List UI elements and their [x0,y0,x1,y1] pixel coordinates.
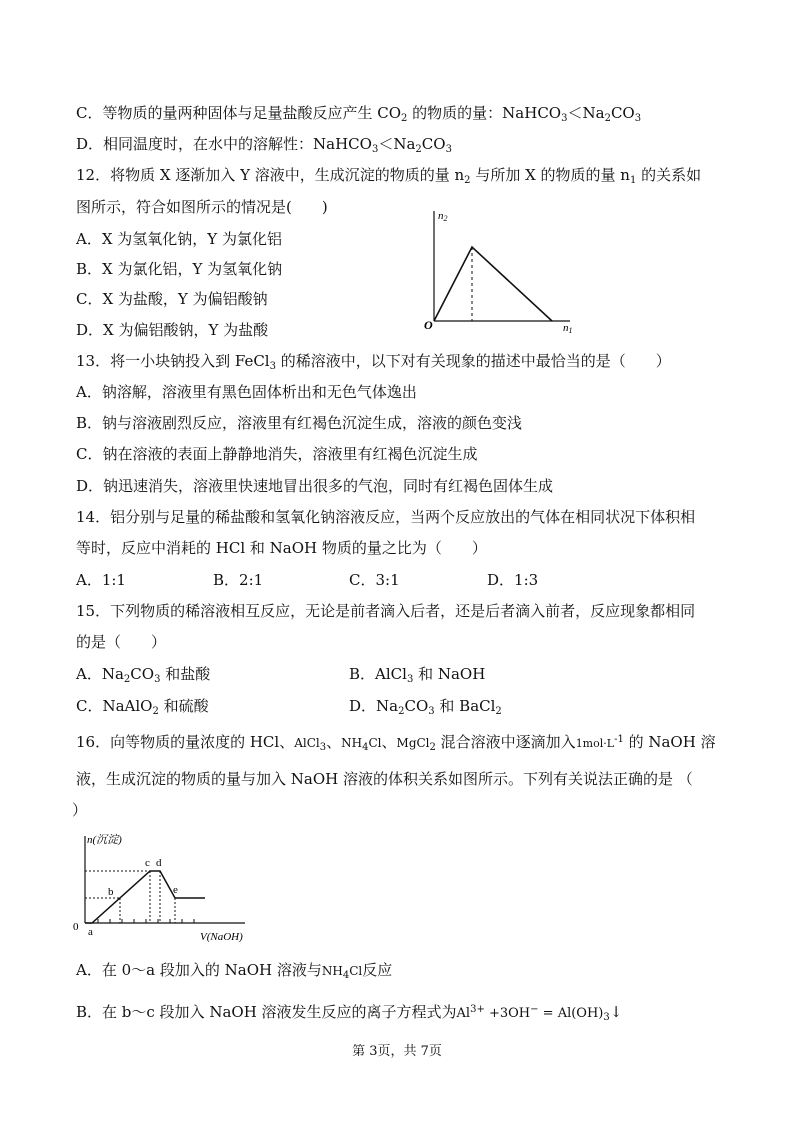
q13-option-b: B．钠与溶液剧烈反应，溶液里有红褐色沉淀生成，溶液的颜色变浅 [76,414,523,432]
q11-option-c: C．等物质的量两种固体与足量盐酸反应产生 $CO_2$ 的物质的量：$NaHCO_3<Na_2CO_3$ [76,104,642,124]
q14-stem-line1: 14．铝分别与足量的稀盐酸和氢氧化钠溶液反应，当两个反应放出的气体在相同状况下体积相 [76,508,696,526]
q16-point-a: a [88,926,93,938]
q16-option-a: A．在 0～a 段加入的 NaOH 溶液与$NH_4Cl$反应 [76,961,393,981]
q12-option-a: A．X 为氢氧化钠，Y 为氯化铝 [76,230,282,248]
q15-option-c: C．NaAlO$_2$ 和硫酸 [76,697,209,717]
q15-option-a: A．$Na_2CO_3$ 和盐酸 [76,665,211,685]
q15-option-d: D．$Na_2CO_3$ 和 BaCl$_2$ [349,697,502,717]
q14-option-c: C．3:1 [349,571,400,589]
q12-x-label: n1 [563,322,573,335]
q12-option-b: B．X 为氯化铝，Y 为氢氧化钠 [76,260,283,278]
q16-stem-line2: 液，生成沉淀的物质的量与加入 NaOH 溶液的体积关系如图所示。下列有关说法正确的是 （ [76,770,693,788]
q16-y-label: n(沉淀) [87,834,122,846]
q13-option-d: D．钠迅速消失，溶液里快速地冒出很多的气泡，同时有红褐色固体生成 [76,477,554,495]
q16-point-c: c [145,857,150,869]
q16-graph [70,828,260,948]
q13-option-a: A．钠溶解，溶液里有黑色固体析出和无色气体逸出 [76,383,417,401]
q12-stem-line2: 图所示，符合如图所示的情况是( ) [76,198,328,216]
q12-stem-line1: 12．将物质 X 逐渐加入 Y 溶液中，生成沉淀的物质的量 $n_2$ 与所加 X 的物质的量 $n_1$ 的关系如 [76,166,702,186]
q16-stem-line1: 16．向等物质的量浓度的 HCl、AlCl$_3$、$NH_4Cl$、MgCl$_2$ 混合溶液中逐滴加入$1mol\cdot L^{-1}$ 的 NaOH 溶 [76,733,716,753]
q14-option-d: D．1:3 [487,571,539,589]
q16-option-b: B．在 b～c 段加入 NaOH 溶液发生反应的离子方程式为$Al^{3+} +3OH^-$ = $Al(OH)_3↓$ [76,1003,623,1023]
q15-stem-line1: 15．下列物质的稀溶液相互反应，无论是前者滴入后者，还是后者滴入前者，反应现象都相同 [76,602,696,620]
q12-origin-label: O [424,318,433,332]
q16-curve [85,871,205,923]
q16-x-label: V(NaOH) [200,931,243,943]
q14-stem-line2: 等时，反应中消耗的 HCl 和 NaOH 物质的量之比为（ ） [76,539,487,557]
q16-stem-line3: ） [72,801,88,819]
q15-stem-line2: 的是（ ） [76,633,167,651]
q16-point-e: e [173,884,178,896]
q11-option-d: D．相同温度时，在水中的溶解性：$NaHCO_3<Na_2CO_3$ [76,135,452,155]
q12-graph [420,205,595,335]
q15-option-b: B．AlCl$_3$ 和 NaOH [349,665,486,685]
q16-origin-label: 0 [73,921,79,933]
q12-option-c: C．X 为盐酸，Y 为偏铝酸钠 [76,290,268,308]
q14-option-a: A．1:1 [76,571,126,589]
q12-y-label: n2 [438,210,448,223]
page-footer: 第 3页，共 7页 [352,1044,442,1059]
q12-curve [434,247,552,321]
q16-point-b: b [108,886,114,898]
q13-option-c: C．钠在溶液的表面上静静地消失，溶液里有红褐色沉淀生成 [76,445,478,463]
q16-point-d: d [156,857,162,869]
q13-stem: 13．将一小块钠投入到 FeCl$_3$ 的稀溶液中，以下对有关现象的描述中最恰当的是（ ） [76,352,671,372]
q12-option-d: D．X 为偏铝酸钠，Y 为盐酸 [76,321,269,339]
q14-option-b: B．2:1 [213,571,264,589]
